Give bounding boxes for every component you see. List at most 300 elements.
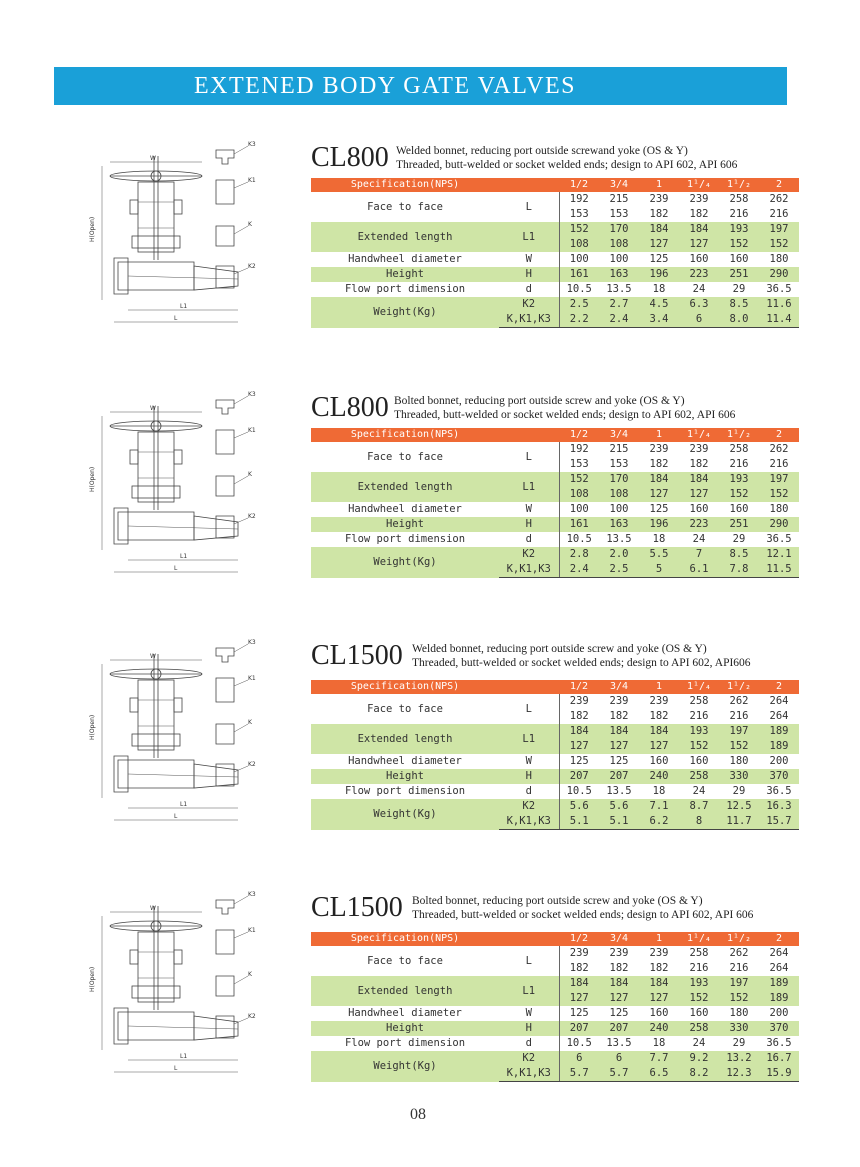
value-cell: 170 (599, 222, 639, 237)
value-cell: 5.6 (599, 799, 639, 814)
value-cell: 5 (639, 562, 679, 578)
value-cell: 184 (559, 976, 599, 991)
value-cell: 4.5 (639, 297, 679, 312)
value-cell: 182 (609, 710, 629, 722)
table-row (311, 282, 799, 297)
value-cell: 182 (559, 961, 599, 976)
size-header: 1/2 (559, 932, 599, 946)
value-cell: 2.5 (599, 562, 639, 578)
row-label: Weight(Kg) (311, 547, 499, 578)
size-header: 1/2 (559, 178, 599, 192)
value-cell: 180 (729, 755, 749, 767)
value-cell: 108 (559, 487, 599, 502)
value-cell: 127 (559, 991, 599, 1006)
value-cell: 2.7 (599, 297, 639, 312)
size-header: 1¹/₄ (679, 178, 719, 192)
value-cell: 5.1 (599, 814, 639, 830)
value-cell: 29 (732, 785, 746, 797)
row-symbol: L1 (499, 222, 559, 252)
value-cell: 193 (719, 222, 759, 237)
value-cell: 125 (559, 754, 599, 769)
value-cell: 192 (559, 192, 599, 207)
spec-table (311, 932, 799, 1082)
value-cell: 7.1 (639, 799, 679, 814)
row-symbol: K,K1,K3 (499, 1066, 559, 1082)
value-cell: 152 (679, 991, 719, 1006)
row-label: Face to face (367, 200, 443, 213)
valve-drawing (88, 140, 268, 340)
value-cell: 189 (759, 991, 799, 1006)
row-symbol: K,K1,K3 (499, 312, 559, 328)
value-cell: 216 (769, 208, 789, 220)
value-cell: 12.1 (759, 547, 799, 562)
description-line-2: Threaded, butt-welded or socket welded ends; design to API 602, API 606 (396, 159, 738, 171)
value-cell: 8.7 (679, 799, 719, 814)
row-label: Flow port dimension (344, 533, 466, 545)
value-cell: 197 (719, 724, 759, 739)
value-cell: 18 (652, 785, 666, 797)
value-cell: 7 (679, 547, 719, 562)
value-cell: 152 (719, 487, 759, 502)
value-cell: 13.5 (606, 533, 632, 545)
k2-label: K2 (248, 761, 256, 768)
row-label: Weight(Kg) (311, 297, 499, 328)
size-header: 2 (759, 428, 799, 442)
value-cell: 5.7 (599, 1066, 639, 1082)
value-cell: 160 (689, 755, 709, 767)
row-symbol: L (525, 954, 532, 967)
value-cell: 108 (559, 237, 599, 252)
description-line-2: Threaded, butt-welded or socket welded ends; design to API 602, API 606 (394, 409, 736, 421)
value-cell: 196 (639, 517, 679, 532)
value-cell: 160 (649, 1007, 669, 1019)
k1-label: K1 (248, 927, 256, 934)
row-label: Flow port dimension (344, 283, 466, 295)
value-cell: 182 (689, 208, 709, 220)
value-cell: 10.5 (559, 532, 599, 547)
value-cell: 152 (759, 237, 799, 252)
row-symbol: d (525, 533, 532, 545)
value-cell: 127 (599, 991, 639, 1006)
value-cell: 182 (559, 709, 599, 724)
table-row (311, 946, 799, 961)
value-cell: 16.3 (759, 799, 799, 814)
class-code: CL800 (311, 142, 389, 173)
size-header: 1 (639, 932, 679, 946)
value-cell: 184 (679, 472, 719, 487)
value-cell: 160 (649, 755, 669, 767)
value-cell: 197 (759, 222, 799, 237)
value-cell: 11.6 (759, 297, 799, 312)
table-row (311, 532, 799, 547)
table-row (311, 502, 799, 517)
value-cell: 189 (759, 976, 799, 991)
table-row (311, 1036, 799, 1051)
header-row (311, 428, 799, 442)
value-cell: 100 (559, 252, 599, 267)
header-blank (499, 932, 559, 946)
value-cell: 184 (599, 976, 639, 991)
value-cell: 258 (679, 1021, 719, 1036)
value-cell: 152 (559, 472, 599, 487)
row-symbol: L (525, 450, 532, 463)
value-cell: 29 (732, 1037, 746, 1049)
spec-header: Specification(NPS) (311, 932, 499, 946)
value-cell: 13.2 (719, 1051, 759, 1066)
value-cell: 108 (599, 237, 639, 252)
table-row (311, 1006, 799, 1021)
value-cell: 189 (759, 724, 799, 739)
value-cell: 10.5 (559, 1036, 599, 1051)
value-cell: 182 (649, 208, 669, 220)
value-cell: 152 (719, 991, 759, 1006)
value-cell: 163 (599, 267, 639, 282)
description-line-2: Threaded, butt-welded or socket welded ends; design to API 602, API 606 (412, 909, 754, 921)
size-header: 1¹/₂ (719, 428, 759, 442)
row-label: Height (311, 517, 499, 532)
table-row (311, 1021, 799, 1036)
value-cell: 127 (559, 739, 599, 754)
table-row (311, 694, 799, 709)
value-cell: 29 (732, 533, 746, 545)
value-cell: 262 (729, 695, 749, 707)
value-cell: 18 (652, 283, 666, 295)
value-cell: 184 (639, 222, 679, 237)
row-label: Face to face (367, 450, 443, 463)
value-cell: 161 (559, 267, 599, 282)
value-cell: 216 (729, 710, 749, 722)
value-cell: 182 (649, 962, 669, 974)
value-cell: 36.5 (766, 283, 792, 295)
table-row (311, 472, 799, 487)
value-cell: 370 (759, 769, 799, 784)
page-number: 08 (410, 1106, 426, 1123)
value-cell: 239 (689, 443, 709, 455)
size-header: 2 (759, 178, 799, 192)
value-cell: 152 (719, 237, 759, 252)
value-cell: 163 (599, 517, 639, 532)
value-cell: 216 (689, 710, 709, 722)
value-cell: 180 (769, 503, 789, 515)
value-cell: 6.3 (679, 297, 719, 312)
value-cell: 239 (609, 695, 629, 707)
value-cell: 153 (609, 458, 629, 470)
value-cell: 264 (769, 962, 789, 974)
header-row (311, 178, 799, 192)
w-label: W (150, 405, 156, 412)
value-cell: 100 (609, 253, 629, 265)
value-cell: 258 (679, 769, 719, 784)
size-header: 3/4 (599, 178, 639, 192)
w-label: W (150, 905, 156, 912)
k3-label: K3 (248, 141, 256, 148)
value-cell: 6 (679, 312, 719, 328)
value-cell: 2.5 (559, 297, 599, 312)
value-cell: 2.8 (559, 547, 599, 562)
size-header: 2 (759, 932, 799, 946)
value-cell: 180 (769, 253, 789, 265)
value-cell: 24 (692, 533, 706, 545)
row-label: Flow port dimension (344, 785, 466, 797)
value-cell: 184 (559, 724, 599, 739)
value-cell: 182 (609, 962, 629, 974)
value-cell: 290 (759, 267, 799, 282)
l-label: L (174, 1065, 178, 1072)
value-cell: 184 (679, 222, 719, 237)
description-line-1: Bolted bonnet, reducing port outside screw and yoke (OS & Y) (394, 395, 685, 407)
value-cell: 125 (559, 1006, 599, 1021)
h-label: H(Open) (89, 466, 96, 492)
value-cell: 29 (732, 283, 746, 295)
table-row (311, 192, 799, 207)
row-symbol: d (525, 283, 532, 295)
value-cell: 125 (609, 1007, 629, 1019)
valve-drawing (88, 890, 268, 1090)
row-symbol: L1 (499, 976, 559, 1006)
row-label: Face to face (367, 702, 443, 715)
value-cell: 240 (639, 1021, 679, 1036)
value-cell: 200 (769, 1007, 789, 1019)
value-cell: 8.0 (719, 312, 759, 328)
h-label: H(Open) (89, 216, 96, 242)
row-symbol: d (525, 1037, 532, 1049)
header-blank (499, 178, 559, 192)
value-cell: 239 (689, 193, 709, 205)
value-cell: 184 (639, 472, 679, 487)
value-cell: 13.5 (606, 1037, 632, 1049)
header-row (311, 680, 799, 694)
value-cell: 100 (559, 502, 599, 517)
valve-description (412, 642, 751, 670)
value-cell: 161 (559, 517, 599, 532)
value-cell: 251 (719, 517, 759, 532)
value-cell: 290 (759, 517, 799, 532)
value-cell: 5.1 (559, 814, 599, 830)
w-label: W (150, 155, 156, 162)
value-cell: 239 (649, 193, 669, 205)
size-header: 1 (639, 428, 679, 442)
description-line-1: Welded bonnet, reducing port outside screwand yoke (OS & Y) (396, 145, 688, 157)
value-cell: 127 (599, 739, 639, 754)
spec-header: Specification(NPS) (311, 680, 499, 694)
value-cell: 262 (769, 443, 789, 455)
row-label: Handwheel diameter (348, 1007, 462, 1019)
value-cell: 207 (599, 769, 639, 784)
row-symbol: L (525, 200, 532, 213)
value-cell: 192 (559, 442, 599, 457)
valve-description (396, 144, 737, 172)
row-label: Weight(Kg) (311, 1051, 499, 1082)
k-label: K (248, 971, 252, 978)
value-cell: 262 (769, 193, 789, 205)
row-label: Height (311, 1021, 499, 1036)
row-symbol: K2 (499, 1051, 559, 1066)
value-cell: 13.5 (606, 785, 632, 797)
value-cell: 160 (729, 503, 749, 515)
header-blank (499, 428, 559, 442)
value-cell: 180 (729, 1007, 749, 1019)
value-cell: 7.7 (639, 1051, 679, 1066)
value-cell: 2.0 (599, 547, 639, 562)
value-cell: 127 (679, 487, 719, 502)
spec-header: Specification(NPS) (311, 178, 499, 192)
value-cell: 262 (729, 947, 749, 959)
size-header: 1¹/₂ (719, 932, 759, 946)
k2-label: K2 (248, 1013, 256, 1020)
value-cell: 193 (679, 976, 719, 991)
table-row (311, 769, 799, 784)
size-header: 3/4 (599, 428, 639, 442)
value-cell: 160 (689, 1007, 709, 1019)
value-cell: 153 (559, 457, 599, 472)
table-row (311, 1051, 799, 1066)
value-cell: 5.7 (559, 1066, 599, 1082)
l1-label: L1 (180, 553, 188, 560)
value-cell: 2.2 (559, 312, 599, 328)
row-label: Extended length (311, 222, 499, 252)
value-cell: 13.5 (606, 283, 632, 295)
value-cell: 182 (649, 458, 669, 470)
row-label: Weight(Kg) (311, 799, 499, 830)
value-cell: 5.5 (639, 547, 679, 562)
page-title: EXTENED BODY GATE VALVES (194, 73, 577, 99)
size-header: 1¹/₄ (679, 932, 719, 946)
value-cell: 6 (599, 1051, 639, 1066)
size-header: 1 (639, 680, 679, 694)
value-cell: 264 (769, 947, 789, 959)
value-cell: 6.1 (679, 562, 719, 578)
l1-label: L1 (180, 801, 188, 808)
k2-label: K2 (248, 513, 256, 520)
description-line-1: Bolted bonnet, reducing port outside screw and yoke (OS & Y) (412, 895, 703, 907)
value-cell: 6.2 (639, 814, 679, 830)
value-cell: 8.2 (679, 1066, 719, 1082)
row-symbol: K,K1,K3 (499, 814, 559, 830)
value-cell: 24 (692, 1037, 706, 1049)
l-label: L (174, 315, 178, 322)
value-cell: 182 (689, 458, 709, 470)
size-header: 2 (759, 680, 799, 694)
value-cell: 153 (609, 208, 629, 220)
value-cell: 152 (679, 739, 719, 754)
value-cell: 215 (609, 193, 629, 205)
row-label: Extended length (311, 472, 499, 502)
table-row (311, 724, 799, 739)
value-cell: 184 (639, 724, 679, 739)
header-row (311, 932, 799, 946)
table-row (311, 976, 799, 991)
value-cell: 6.5 (639, 1066, 679, 1082)
value-cell: 330 (719, 1021, 759, 1036)
value-cell: 239 (649, 947, 669, 959)
value-cell: 223 (679, 267, 719, 282)
value-cell: 160 (689, 503, 709, 515)
table-row (311, 547, 799, 562)
row-label: Flow port dimension (344, 1037, 466, 1049)
row-symbol: d (525, 785, 532, 797)
row-symbol: W (525, 1007, 532, 1019)
value-cell: 15.9 (759, 1066, 799, 1082)
row-symbol: H (499, 769, 559, 784)
value-cell: 127 (679, 237, 719, 252)
value-cell: 125 (609, 755, 629, 767)
valve-description (412, 894, 753, 922)
size-header: 3/4 (599, 932, 639, 946)
k1-label: K1 (248, 177, 256, 184)
value-cell: 108 (599, 487, 639, 502)
value-cell: 125 (649, 253, 669, 265)
row-label: Handwheel diameter (348, 253, 462, 265)
value-cell: 2.4 (599, 312, 639, 328)
value-cell: 258 (689, 695, 709, 707)
size-header: 1¹/₄ (679, 428, 719, 442)
row-symbol: L1 (499, 724, 559, 754)
value-cell: 216 (729, 458, 749, 470)
value-cell: 223 (679, 517, 719, 532)
value-cell: 125 (649, 503, 669, 515)
value-cell: 11.7 (719, 814, 759, 830)
row-symbol: H (499, 1021, 559, 1036)
value-cell: 207 (599, 1021, 639, 1036)
row-symbol: W (525, 253, 532, 265)
value-cell: 330 (719, 769, 759, 784)
l1-label: L1 (180, 303, 188, 310)
description-line-2: Threaded, butt-welded or socket welded ends; design to API 602, API606 (412, 657, 751, 669)
table-row (311, 784, 799, 799)
table-row (311, 267, 799, 282)
row-symbol: H (499, 267, 559, 282)
size-header: 1¹/₂ (719, 680, 759, 694)
value-cell: 189 (759, 739, 799, 754)
valve-drawing (88, 390, 268, 590)
value-cell: 239 (649, 695, 669, 707)
value-cell: 7.8 (719, 562, 759, 578)
row-label: Handwheel diameter (348, 503, 462, 515)
class-code: CL800 (311, 392, 389, 423)
row-label: Extended length (311, 724, 499, 754)
valve-description (394, 394, 735, 422)
value-cell: 24 (692, 283, 706, 295)
row-symbol: L (525, 702, 532, 715)
l1-label: L1 (180, 1053, 188, 1060)
value-cell: 207 (559, 1021, 599, 1036)
value-cell: 216 (769, 458, 789, 470)
value-cell: 10.5 (559, 282, 599, 297)
value-cell: 3.4 (639, 312, 679, 328)
value-cell: 8.5 (719, 297, 759, 312)
value-cell: 18 (652, 533, 666, 545)
value-cell: 11.4 (759, 312, 799, 328)
table-row (311, 297, 799, 312)
row-symbol: H (499, 517, 559, 532)
table-row (311, 442, 799, 457)
k-label: K (248, 719, 252, 726)
class-code: CL1500 (311, 892, 403, 923)
k1-label: K1 (248, 675, 256, 682)
value-cell: 18 (652, 1037, 666, 1049)
value-cell: 200 (769, 755, 789, 767)
size-header: 1¹/₄ (679, 680, 719, 694)
value-cell: 11.5 (759, 562, 799, 578)
value-cell: 239 (609, 947, 629, 959)
value-cell: 36.5 (766, 1037, 792, 1049)
value-cell: 239 (559, 946, 599, 961)
value-cell: 153 (559, 207, 599, 222)
value-cell: 258 (689, 947, 709, 959)
row-label: Height (311, 769, 499, 784)
spec-table (311, 680, 799, 830)
header-blank (499, 680, 559, 694)
